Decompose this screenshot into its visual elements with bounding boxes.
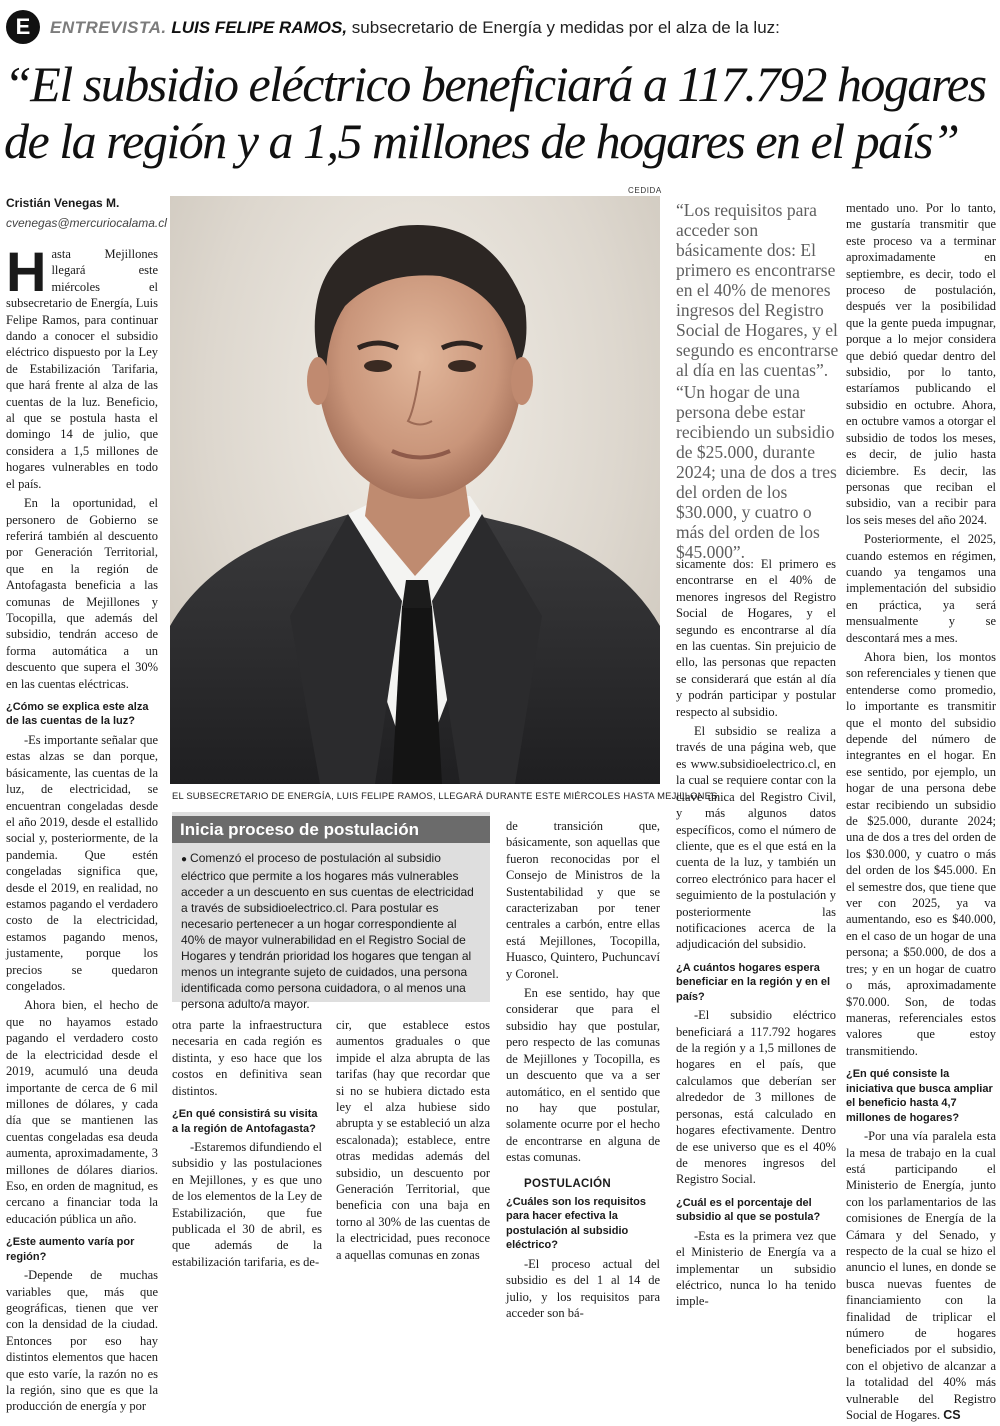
paragraph: sicamente dos: El primero es encontrarse en el 40% de menores ingresos del Registro Social de Hogares, y el segundo es encontrarse al día en las cuentas. Sin prejuicio de ello, las personas que repacten se considerará que están al día y podrán participar y postular respecto al subsidio. <box>676 557 836 719</box>
portrait-illustration <box>170 196 660 784</box>
pull-quote-1: “Los requisitos para acceder son básicamente dos: El primero es encontrarse en el 40% de menores ingresos del Registro Social de Hogares, y el segundo es encontrarse al día en las cuentas”. <box>676 200 839 380</box>
author-name: Cristián Venegas M. <box>6 196 120 210</box>
kicker-name: LUIS FELIPE RAMOS, <box>171 18 348 37</box>
paragraph: El subsidio se realiza a través de una página web, que es www.subsidioelectrico.cl, en la cual se requiere contar con la clave única del Registro Civil, y más algunos datos específicos, como el número de cliente, que es el que está en la cuenta de la luz, y también un correo electrónico para hacer el seguimiento de la postulación y posteriormente las notificaciones acerca de la adjudicación del subsidio. <box>676 724 836 952</box>
dropcap: H <box>6 240 47 303</box>
paragraph: de transición que, básicamente, son aquellas que fueron reconocidas por el Consejo de Ministros de la Sustentabilidad y que se caracterizaban por tener centrales a carbón, entre ellas está Mejillones, Tocopilla, Huasco, Quintero, Puchuncaví y Coronel. <box>506 819 660 981</box>
question: ¿En qué consistirá su visita a la región de Antofagasta? <box>172 1108 318 1135</box>
kicker-line <box>50 18 780 38</box>
kicker-role: subsecretario de Energía y medidas por el alza de la luz: <box>351 18 780 37</box>
answer: -Estaremos difundiendo el subsidio y las postulaciones en Mejillones, y es que uno de los elementos de la Ley de Estabilización, que fue publicada el 30 de abril, es que además de la estabilización tarifaria, es de- <box>172 1140 322 1269</box>
info-box-title: Inicia proceso de postulación <box>172 816 490 843</box>
portrait-photo <box>170 196 660 784</box>
question: ¿A cuántos hogares espera beneficiar en la región y en el país? <box>676 961 831 1003</box>
end-mark: CS <box>943 1408 961 1423</box>
byline <box>6 196 167 230</box>
paragraph: Ahora bien, los montos son referenciales y tienen que entenderse como promedio, lo importante es transmitir que el monto del subsidio depende del número de integrantes en el hogar. En ese sentido, por ejemplo, un hogar de una persona debe estar recibiendo un subsidio de $25.000, durante 2024; una de dos a tres del orden de los $30.000, y cuatro o más del orden de los $45.000. En el semestre dos, que tiene que ver con 2025, ya va aumentando, eso es $40.000, en el caso de un hogar de una persona; a $50.000, de dos a tres; y en un hogar de cuatro o más, aproximadamente $70.000. Son, de todas maneras, referenciales estos valores que estoy transmitiendo. <box>846 649 996 1058</box>
answer: -El proceso actual del subsidio es del 1 al 14 de julio, y los requisitos para acceder son bá- <box>506 1256 660 1321</box>
answer: -Depende de muchas variables que, más que geográficas, tienen que ver con la densidad de la ciudad. Entonces por eso hay distintos elementos que hacen que esto varíe, la razón no es la región, sino que es que la producción de energía y por <box>6 1268 158 1414</box>
photo-caption: EL SUBSECRETARIO DE ENERGÍA, LUIS FELIPE RAMOS, LLEGARÁ DURANTE ESTE MIÉRCOLES HASTA MEJILLONES. <box>172 790 721 801</box>
info-box <box>172 812 490 1011</box>
paragraph: Posteriormente, el 2025, cuando estemos en régimen, cuando ya tengamos una implementación del subsidio en práctica, ya será mensualmente y se descontará mes a mes. <box>846 532 996 645</box>
lead-paragraph: Hasta Mejillones llegará este miércoles el subsecretario de Energía, Luis Felipe Ramos, para continuar dando a conocer el subsidio eléctrico dispuesto por la Ley de Estabilización Tarifaria, que hará frente al alza de las cuentas de la luz. Beneficio, al que se postula hasta el domingo 14 de julio, que considera a 1,5 millones de hogares vulnerables en todo el país. <box>6 240 158 491</box>
column-5 <box>676 556 836 1313</box>
headline-line-1: “El subsidio eléctrico beneficiará a 117.792 hogares <box>4 56 986 112</box>
question: ¿Cuál es el porcentaje del subsidio al que se postula? <box>676 1196 821 1224</box>
paragraph: En la oportunidad, el personero de Gobierno se referirá también al descuento por Generación Territorial, que en la región de Antofagasta beneficia a las comunas de Mejillones y Tocopilla, que además del subsidio, tendrán acceso de forma automática a un descuento que supera el 30% en las cuentas eléctricas. <box>6 496 158 691</box>
section-heading: POSTULACIÓN <box>524 1177 611 1190</box>
question: ¿Este aumento varía por región? <box>6 1236 135 1263</box>
column-2 <box>172 1017 322 1273</box>
paragraph: cir, que establece estos aumentos graduales o que impide el alza abrupta de las tarifas (hay que recordar que si no se hubiera dictado esta ley el alza hubiese sido abrupta y se estableció un alza escalonada); establece, entre otras medidas además del subsidio, un descuento por Generación Territorial, que beneficia con una baja en torno al 30% de las cuentas de la electricidad, pues reconoce a aquellas comunas en zonas <box>336 1018 490 1262</box>
paragraph: otra parte la infraestructura necesaria en cada región es distinta, y eso hace que los costos en definitiva sean distintos. <box>172 1018 322 1098</box>
column-3 <box>336 1017 490 1266</box>
section-badge: E <box>6 10 40 44</box>
paragraph: mentado uno. Por lo tanto, me gustaría transmitir que este proceso va a terminar aproximadamente en septiembre, es decir, todo el proceso de postulación, después ver la posibilidad que la gente pueda impugnar, porque a lo mejor considera que debió quedar dentro del subsidio, por lo tanto, estaríamos publicando el subsidio en octubre. Ahora, en octubre vamos a otorgar el subsidio de todos los meses, es decir, de julio hasta diciembre. Es decir, las personas que reciban el subsidio, van a recibir para los seis meses del año 2024. <box>846 201 996 527</box>
headline <box>4 56 994 170</box>
pull-quote-2: “Un hogar de una persona debe estar recibiendo un subsidio de $25.000, durante 2024; una de dos a tres del orden de los $30.000, y cuatro o más del orden de los $45.000”. <box>676 382 837 562</box>
column-1 <box>6 240 158 1418</box>
column-4 <box>506 818 660 1325</box>
info-box-text: ● Comenzó el proceso de postulación al subsidio eléctrico que permite a los hogares más vulnerables acceder a un descuento en sus cuentas de electricidad a través de subsidioelectrico.cl. Para postular es necesario pertenecer a un hogar correspondiente al 40% de mayor vulnerabilidad en el Registro Social de Hogares y tendrán prioridad los hogares que tengan al menos un integrante sujeto de cuidados, una persona identificada como persona cuidadora, o al menos una persona adulto/a mayor. <box>181 851 474 1011</box>
question: ¿En qué consiste la iniciativa que busca ampliar el beneficio hasta 4,7 millones de hogares? <box>846 1068 993 1124</box>
photo-credit: CEDIDA <box>628 186 662 195</box>
author-email: cvenegas@mercuriocalama.cl <box>6 216 167 230</box>
column-6 <box>846 200 996 1426</box>
answer: -Es importante señalar que estas alzas se dan porque, básicamente, las cuentas de la luz, de electricidad, se encuentran congeladas desde el año 2019, desde el estallido social y, posteriormente, de la pandemia. Que estén congeladas significa que, desde el 2019, en realidad, no estamos pagando el verdadero costo de la electricidad, estamos pagando menos, justamente, porque los precios se quedaron congelados. <box>6 732 158 994</box>
paragraph: En ese sentido, hay que considerar que para el subsidio hay que postular, pero respecto de las comunas de Mejillones y Tocopilla, es un descuento que va a ser automático, en el sentido que no hay que postular, solamente ocurre por el hecho de encontrarse en alguna de estas comunas. <box>506 986 660 1165</box>
question: ¿Cómo se explica este alza de las cuentas de la luz? <box>6 700 149 728</box>
kicker-section: ENTREVISTA. <box>50 18 167 37</box>
bullet-icon: ● <box>181 854 188 865</box>
answer: -Esta es la primera vez que el Ministerio de Energía va a implementar un subsidio eléctrico, nunca lo ha tenido imple- <box>676 1228 836 1309</box>
question: ¿Cuáles son los requisitos para hacer efectiva la postulación al subsidio eléctrico? <box>506 1195 646 1252</box>
answer: -Por una vía paralela esta la mesa de trabajo en la cual está participando el Ministerio de Energía, junto con los parlamentarios de las comisiones de Energía de la Cámara y del Senado, y respecto de la cual se hizo el anuncio el lunes, en donde se busca nuevas fuentes de financiamiento con la finalidad de triplicar el número de hogares beneficiados por el subsidio, con el objetivo de alcanzar a la totalidad del 40% más vulnerable del Registro Social de Hogares. CS <box>846 1129 996 1423</box>
paragraph: Ahora bien, el hecho de que no hayamos estado pagando el verdadero costo de la electricidad desde el 2019, acumuló una deuda importante de cerca de 6 mil millones de dólares, y cada día que se mantienen las cuentas congeladas esa deuda aumenta, aproximadamente, 3 millones de dólares diarios. Eso, en orden de magnitud, es cercano a financiar toda la educación pública un año. <box>6 998 158 1226</box>
headline-line-2: de la región y a 1,5 millones de hogares en el país” <box>4 113 959 169</box>
answer: -El subsidio eléctrico beneficiará a 117.792 hogares de la región y a 1,5 millones de hogares en el país, que calculamos que deberían ser alrededor de 3 millones de personas, está calculado en hogares efectivamente. Dentro de ese universo que es el 40% de menores ingresos del Registro Social. <box>676 1008 836 1187</box>
kicker <box>6 10 996 50</box>
